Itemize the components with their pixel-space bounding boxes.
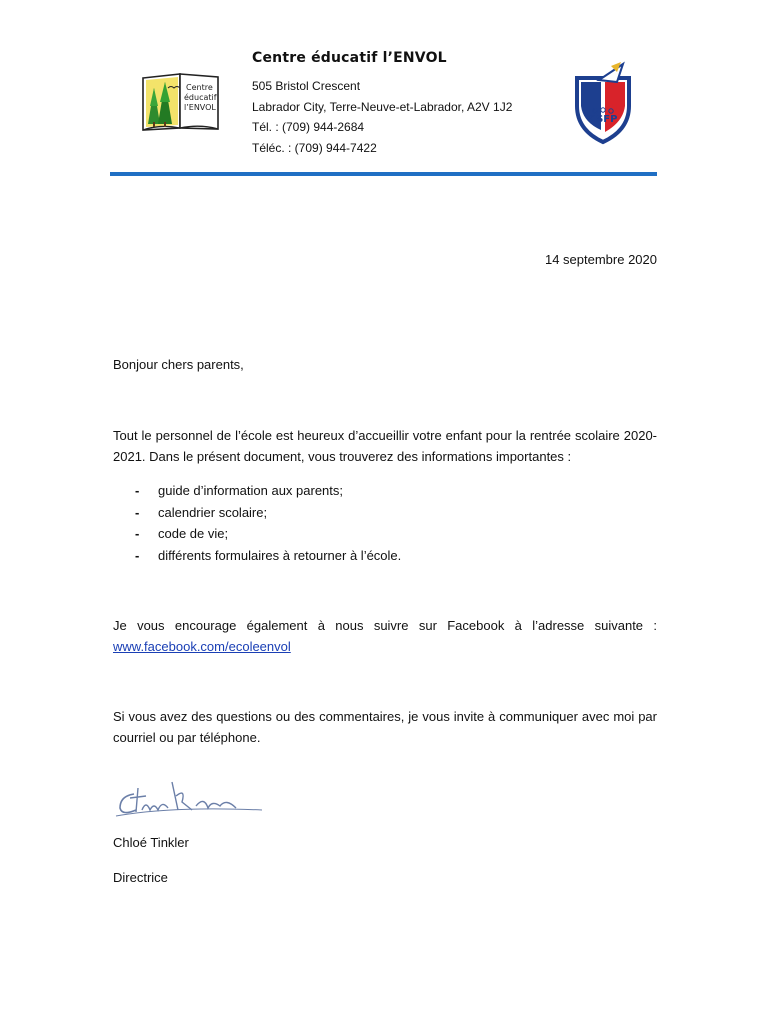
list-item-text: différents formulaires à retourner à l’école. — [158, 547, 402, 563]
greeting: Bonjour chers parents, — [113, 357, 244, 372]
header-divider — [110, 172, 657, 176]
list-bullet: - — [135, 504, 140, 520]
documents-list — [135, 480, 401, 566]
list-item-text: code de vie; — [158, 526, 229, 541]
fax: Téléc. : (709) 944-7422 — [252, 140, 377, 155]
list-bullet: - — [135, 483, 140, 498]
list-item — [135, 502, 401, 524]
logo-text-line-1: Centre — [186, 83, 213, 92]
list-item — [135, 523, 401, 545]
city-address: Labrador City, Terre-Neuve-et-Labrador, A2V 1J2 — [252, 99, 513, 114]
handwritten-signature — [112, 776, 272, 824]
intro-paragraph: Tout le personnel de l’école est heureux d’accueillir votre enfant pour la rentrée scolaire 2020-2021. Dans le présent document, vous trouverez des informations importantes : — [113, 428, 657, 464]
signer-name: Chloé Tinkler — [113, 835, 189, 850]
list-item — [135, 480, 401, 502]
list-bullet: - — [135, 526, 140, 541]
logo-text-line-3: l’ENVOL — [184, 103, 216, 112]
school-name: Centre éducatif l’ENVOL — [252, 50, 447, 66]
csfp-logo-text: CSFP — [588, 114, 618, 125]
list-bullet: - — [135, 547, 140, 563]
letter-date: 14 septembre 2020 — [544, 252, 657, 267]
street-address: 505 Bristol Crescent — [252, 79, 361, 93]
list-item-text: calendrier scolaire; — [158, 504, 268, 520]
school-book-logo — [140, 66, 222, 134]
facebook-paragraph: Je vous encourage également à nous suivre sur Facebook à l’adresse suivante : — [113, 618, 657, 633]
signer-title: Directrice — [113, 870, 168, 885]
questions-paragraph: Si vous avez des questions ou des commentaires, je vous invite à communiquer avec moi par courriel ou par téléphone. — [113, 709, 657, 745]
list-item — [135, 545, 401, 567]
csfp-shield-logo — [571, 60, 635, 148]
letterhead — [252, 50, 572, 158]
facebook-link[interactable]: www.facebook.com/ecoleenvol — [113, 639, 291, 654]
telephone: Tél. : (709) 944-2684 — [252, 120, 365, 134]
list-item-text: guide d’information aux parents; — [158, 483, 344, 498]
logo-text-line-2: éducatif — [184, 93, 217, 102]
